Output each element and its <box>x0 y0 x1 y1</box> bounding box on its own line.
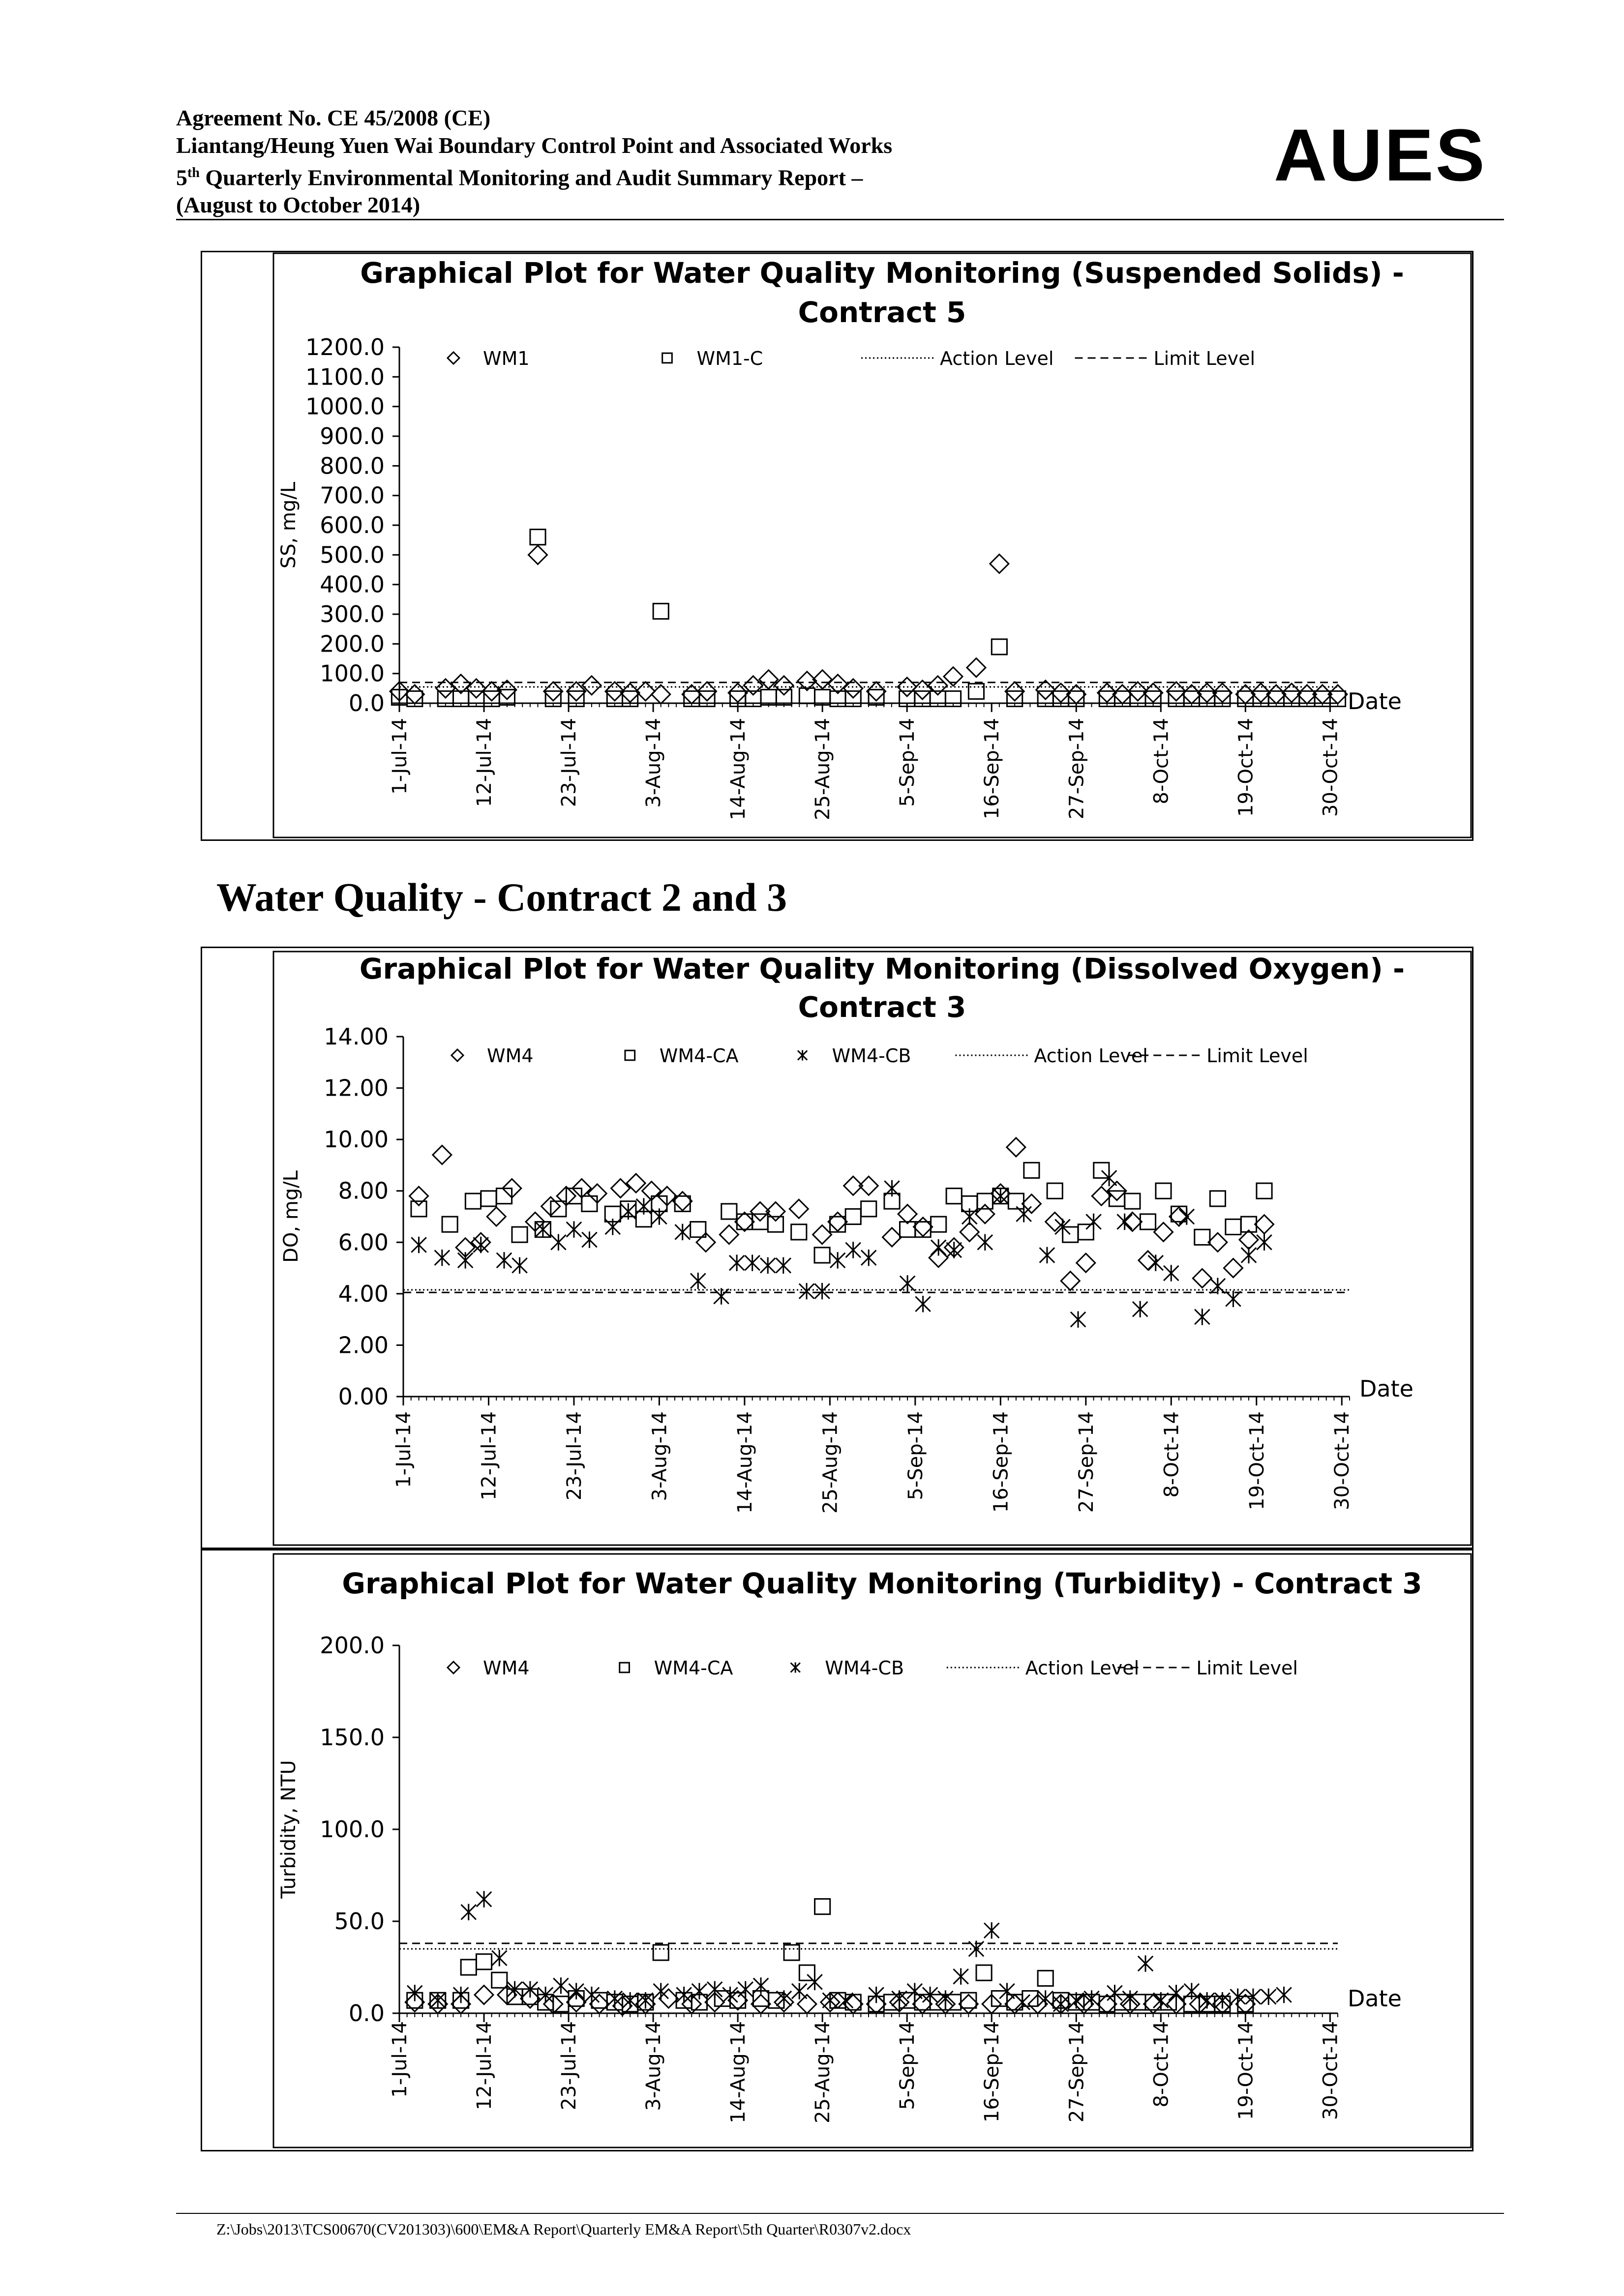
x-tick-label: 30-Oct-14 <box>1319 2021 1342 2120</box>
data-point-WM4-CB <box>1195 1309 1209 1325</box>
data-point-WM4 <box>720 1225 738 1244</box>
data-point-WM4-CB <box>1040 1247 1054 1263</box>
y-tick-label: 200.0 <box>320 630 385 657</box>
x-tick-label: 23-Jul-14 <box>558 2021 581 2111</box>
y-axis-label: SS, mg/L <box>277 481 300 569</box>
data-point-WM4-CB <box>1038 1990 1053 2006</box>
data-point-WM4-CA <box>492 1972 507 1988</box>
legend-label: Action Level <box>1025 1657 1140 1679</box>
data-point-WM4-CA <box>915 1222 931 1237</box>
chart-title-line2: Contract 3 <box>798 990 966 1024</box>
data-point-WM4-CB <box>907 1983 922 1999</box>
data-point-WM4-CA <box>582 1196 597 1211</box>
legend-marker <box>620 1663 630 1672</box>
data-point-WM4-CB <box>605 1219 620 1235</box>
chart-title-line2: Contract 5 <box>798 296 966 329</box>
x-tick-label: 3-Aug-14 <box>642 718 665 808</box>
quarter-number: 5 <box>176 165 187 190</box>
data-point-WM4-CA <box>1257 1183 1272 1198</box>
data-point-WM4-CB <box>453 1987 468 2003</box>
legend-label: Action Level <box>940 348 1054 369</box>
data-point-WM4-CB <box>845 1242 860 1258</box>
data-point-WM4 <box>735 1212 754 1231</box>
data-point-WM4-CB <box>830 1252 845 1268</box>
company-logo: AUES <box>1274 114 1487 196</box>
chart-legend <box>448 1657 1298 1679</box>
y-tick-label: 1200.0 <box>305 334 385 360</box>
data-point-WM4-CA <box>977 1193 992 1209</box>
x-tick-label: 19-Oct-14 <box>1234 718 1258 817</box>
data-point-WM4 <box>433 1146 451 1164</box>
data-point-WM4 <box>1022 1194 1041 1213</box>
data-point-WM1 <box>405 685 424 704</box>
y-tick-label: 150.0 <box>320 1724 385 1751</box>
data-point-WM4-CB <box>753 1977 768 1994</box>
chart-area-border <box>273 952 1471 1545</box>
y-tick-label: 8.00 <box>338 1177 389 1204</box>
data-point-WM4-CB <box>1084 1990 1099 2006</box>
data-point-WM4-CB <box>512 1257 527 1274</box>
data-point-WM4-CA <box>1099 1997 1114 2012</box>
data-point-WM4-CB <box>1210 1278 1225 1294</box>
data-point-WM4-CB <box>1169 1985 1183 2001</box>
data-point-WM4-CB <box>692 1983 707 1999</box>
data-point-WM4-CA <box>815 1899 830 1914</box>
data-point-WM4-CA <box>461 1960 476 1975</box>
data-point-WM4 <box>1239 1230 1258 1249</box>
data-point-WM4-CB <box>458 1252 473 1268</box>
data-point-WM4 <box>1154 1223 1173 1241</box>
x-tick-label: 1-Jul-14 <box>389 2021 411 2098</box>
data-point-WM1-C <box>992 639 1007 655</box>
data-point-WM4-CA <box>1125 1193 1140 1209</box>
data-point-WM1-C <box>653 603 668 619</box>
data-point-WM4 <box>1007 1138 1025 1157</box>
y-tick-label: 100.0 <box>320 1816 385 1843</box>
data-point-WM4-CB <box>435 1250 450 1266</box>
data-point-WM4 <box>1077 1253 1095 1272</box>
y-axis-label: DO, mg/L <box>280 1170 302 1263</box>
data-point-WM4-CB <box>411 1237 426 1253</box>
data-point-WM4-CA <box>465 1193 481 1209</box>
x-tick-label: 23-Jul-14 <box>563 1411 586 1501</box>
data-point-WM4-CB <box>1071 1311 1085 1327</box>
data-point-WM4 <box>813 1225 832 1244</box>
data-point-WM1 <box>1036 681 1055 699</box>
x-tick-label: 5-Sep-14 <box>896 718 919 807</box>
data-point-WM4-CA <box>931 1217 946 1232</box>
data-point-WM4-CB <box>691 1273 705 1289</box>
data-point-WM4-CB <box>807 1974 822 1990</box>
agreement-number: Agreement No. CE 45/2008 (CE) <box>176 105 491 130</box>
x-tick-label: 27-Sep-14 <box>1075 1411 1098 1513</box>
data-point-WM4 <box>883 1228 902 1247</box>
chart-title: Graphical Plot for Water Quality Monitoring (Turbidity) - Contract 3 <box>342 1567 1422 1600</box>
y-tick-label: 200.0 <box>320 1632 385 1659</box>
data-point-WM4 <box>789 1199 808 1218</box>
data-point-WM4-CB <box>814 1283 829 1299</box>
y-tick-label: 600.0 <box>320 512 385 538</box>
x-tick-label: 12-Jul-14 <box>478 1411 501 1501</box>
data-point-WM4-CA <box>722 1204 737 1219</box>
data-point-WM4 <box>1061 1272 1080 1290</box>
y-tick-label: 300.0 <box>320 601 385 627</box>
data-point-WM4 <box>976 1205 994 1223</box>
data-point-WM4 <box>898 1205 917 1223</box>
x-tick-label: 5-Sep-14 <box>904 1411 927 1500</box>
data-point-WM4-CA <box>784 1945 799 1960</box>
y-tick-label: 14.00 <box>324 1023 389 1050</box>
y-tick-label: 10.00 <box>324 1126 389 1153</box>
data-point-WM4 <box>1193 1269 1211 1287</box>
chart-1 <box>273 253 1471 837</box>
legend-label: Limit Level <box>1206 1045 1308 1067</box>
data-point-WM4 <box>1123 1212 1142 1231</box>
x-tick-label: 1-Jul-14 <box>389 718 411 795</box>
data-point-WM4-CB <box>1164 1265 1178 1281</box>
data-point-WM4-CB <box>1016 1206 1031 1222</box>
y-tick-label: 700.0 <box>320 482 385 509</box>
legend-marker <box>791 1662 800 1672</box>
data-point-WM4-CB <box>1257 1234 1271 1251</box>
x-tick-label: 16-Sep-14 <box>990 1411 1013 1513</box>
data-point-WM4-CB <box>738 1981 753 1998</box>
y-tick-label: 0.0 <box>348 690 385 716</box>
data-point-WM4-CB <box>492 1950 507 1966</box>
data-point-WM4-CB <box>707 1981 722 1998</box>
legend-label: WM4-CA <box>654 1657 733 1679</box>
data-point-WM4-CA <box>730 1993 746 2008</box>
data-point-WM1-C <box>530 530 545 545</box>
data-point-WM4-CB <box>652 1208 666 1224</box>
data-point-WM4-CB <box>792 1983 807 1999</box>
data-point-WM4 <box>1098 1995 1116 2013</box>
data-point-WM4-CB <box>1138 1955 1153 1971</box>
data-point-WM4-CA <box>768 1217 783 1232</box>
data-point-WM4-CB <box>1133 1301 1147 1317</box>
data-point-WM4-CB <box>884 1180 899 1196</box>
data-point-WM4-CA <box>861 1201 876 1217</box>
data-point-WM4-CB <box>722 1987 737 2003</box>
data-point-WM4-CB <box>900 1275 915 1291</box>
data-point-WM4 <box>475 1986 493 2004</box>
data-point-WM1 <box>967 658 986 677</box>
y-tick-label: 6.00 <box>338 1229 389 1256</box>
report-period: (August to October 2014) <box>176 192 421 218</box>
x-tick-label: 1-Jul-14 <box>392 1411 415 1488</box>
data-point-WM4-CB <box>714 1288 728 1304</box>
data-point-WM4-CB <box>474 1237 488 1253</box>
chart-area-border <box>273 253 1471 837</box>
y-tick-label: 2.00 <box>338 1332 389 1359</box>
data-point-WM4 <box>1224 1259 1242 1278</box>
data-point-WM1 <box>913 681 932 699</box>
series-WM1-C <box>391 530 1345 707</box>
data-point-WM4-CB <box>799 1283 814 1299</box>
x-tick-label: 3-Aug-14 <box>642 2021 665 2111</box>
data-point-WM4-CB <box>984 1922 999 1938</box>
legend-label: WM4 <box>487 1045 534 1067</box>
legend-label: WM4-CB <box>825 1657 904 1679</box>
legend-label: WM4-CA <box>659 1045 739 1067</box>
x-tick-label: 12-Jul-14 <box>473 718 496 807</box>
data-point-WM4-CA <box>1024 1163 1039 1178</box>
data-point-WM4-CB <box>636 1198 651 1214</box>
x-tick-label: 19-Oct-14 <box>1245 1411 1268 1510</box>
y-tick-label: 1100.0 <box>305 363 385 390</box>
chart-2 <box>273 952 1471 1545</box>
data-point-WM4-CB <box>729 1254 744 1271</box>
data-point-WM4 <box>1139 1251 1157 1270</box>
y-axis-label: Turbidity, NTU <box>277 1760 300 1899</box>
legend-marker <box>625 1050 635 1060</box>
data-point-WM4-CB <box>1184 1983 1199 1999</box>
y-tick-label: 1000.0 <box>305 393 385 420</box>
x-tick-label: 25-Aug-14 <box>812 718 835 820</box>
x-tick-label: 25-Aug-14 <box>819 1411 842 1514</box>
data-point-WM4-CB <box>582 1231 597 1248</box>
data-point-WM4-CB <box>1069 1992 1083 2008</box>
data-point-WM4-CA <box>814 1248 830 1263</box>
report-type-text: Quarterly Environmental Monitoring and Audit Summary Report – <box>199 165 863 190</box>
section-title: Water Quality - Contract 2 and 3 <box>216 875 787 920</box>
y-tick-label: 900.0 <box>320 423 385 449</box>
data-point-WM1 <box>652 685 670 704</box>
data-point-WM4-CB <box>1015 1994 1030 2010</box>
data-point-WM4-CB <box>861 1250 876 1266</box>
data-point-WM4-CA <box>553 1997 569 2012</box>
data-point-WM4-CB <box>477 1891 491 1907</box>
data-point-WM4-CA <box>481 1191 496 1206</box>
y-tick-label: 12.00 <box>324 1074 389 1102</box>
data-point-WM4-CB <box>993 1188 1008 1204</box>
data-point-WM4-CA <box>1038 1970 1053 1986</box>
x-tick-label: 3-Aug-14 <box>648 1411 671 1501</box>
data-point-WM4-CA <box>512 1227 527 1242</box>
data-point-WM4-CB <box>947 1242 962 1258</box>
data-point-WM4-CB <box>1200 1992 1214 2008</box>
data-point-WM1 <box>929 676 947 695</box>
y-tick-label: 800.0 <box>320 452 385 479</box>
data-point-WM1 <box>682 685 701 704</box>
y-tick-label: 4.00 <box>338 1280 389 1307</box>
data-point-WM4-CB <box>553 1977 568 1994</box>
data-point-WM4-CA <box>476 1954 491 1969</box>
data-point-WM4-CB <box>823 1992 838 2008</box>
x-tick-label: 14-Aug-14 <box>727 718 750 820</box>
data-point-WM4-CB <box>497 1252 511 1268</box>
data-point-WM4-CB <box>623 1992 637 2008</box>
data-point-WM4-CA <box>799 1965 814 1980</box>
chart-legend <box>451 1045 1308 1067</box>
data-point-WM4-CA <box>1047 1183 1062 1198</box>
data-point-WM4-CB <box>915 1296 930 1312</box>
data-point-WM4 <box>752 1995 770 2013</box>
data-point-WM4 <box>960 1223 979 1241</box>
data-point-WM4-CB <box>1123 1990 1138 2006</box>
data-point-WM4-CB <box>953 1968 968 1984</box>
data-point-WM4-CB <box>567 1221 581 1237</box>
series-WM1 <box>390 545 1347 704</box>
x-tick-label: 27-Sep-14 <box>1065 2021 1088 2123</box>
y-tick-label: 50.0 <box>334 1908 385 1935</box>
x-tick-label: 16-Sep-14 <box>981 718 1004 820</box>
x-tick-label: 23-Jul-14 <box>558 718 581 807</box>
data-point-WM4-CA <box>411 1201 426 1217</box>
legend-marker <box>448 352 459 364</box>
x-tick-label: 30-Oct-14 <box>1319 718 1342 817</box>
x-tick-label: 27-Sep-14 <box>1065 718 1088 820</box>
data-point-WM4 <box>487 1207 506 1226</box>
x-tick-label: 12-Jul-14 <box>473 2021 496 2111</box>
data-point-WM4-CB <box>838 1992 853 2008</box>
data-point-WM4 <box>590 1995 609 2013</box>
legend-marker <box>451 1049 463 1061</box>
data-point-WM1 <box>990 554 1009 573</box>
data-point-WM4-CA <box>653 1945 668 1960</box>
data-point-WM4-CB <box>551 1234 566 1251</box>
data-point-WM4-CB <box>1226 1291 1240 1307</box>
data-point-WM4 <box>914 1218 932 1236</box>
data-point-WM4-CB <box>676 1987 691 2003</box>
data-point-WM4-CB <box>584 1987 599 2003</box>
x-tick-label: 25-Aug-14 <box>812 2021 835 2123</box>
data-point-WM4-CB <box>1148 1254 1163 1271</box>
data-point-WM4-CB <box>1107 1985 1122 2001</box>
data-point-WM4-CA <box>1156 1183 1171 1198</box>
data-point-WM4-CB <box>1117 1214 1132 1230</box>
data-point-WM4-CA <box>1078 1224 1093 1240</box>
data-point-WM4-CB <box>978 1234 992 1251</box>
data-point-WM4-CA <box>976 1965 992 1980</box>
x-tick-label: 5-Sep-14 <box>896 2021 919 2110</box>
project-name: Liantang/Heung Yuen Wai Boundary Control Point and Associated Works <box>176 133 893 158</box>
legend-marker <box>798 1050 807 1060</box>
data-point-WM4-CA <box>1109 1191 1124 1206</box>
y-tick-label: 100.0 <box>320 660 385 687</box>
data-point-WM4-CB <box>1086 1214 1101 1230</box>
legend-label: Limit Level <box>1153 348 1256 369</box>
data-point-WM4-CA <box>791 1224 807 1240</box>
data-point-WM4 <box>410 1187 428 1205</box>
data-point-WM4-CB <box>675 1224 690 1240</box>
data-point-WM4-CB <box>1241 1247 1256 1263</box>
x-axis-label: Date <box>1359 1375 1413 1402</box>
data-point-WM4 <box>959 1995 978 2013</box>
data-point-WM4-CB <box>1153 1992 1168 2008</box>
chart-title: Graphical Plot for Water Quality Monitoring (Dissolved Oxygen) - <box>359 952 1405 985</box>
data-point-WM4 <box>798 1995 816 2013</box>
chart-title: Graphical Plot for Water Quality Monitoring (Suspended Solids) - <box>360 256 1404 290</box>
chart-3 <box>273 1554 1471 2147</box>
data-point-WM1-C <box>968 684 984 699</box>
x-tick-label: 8-Oct-14 <box>1160 1411 1183 1498</box>
legend-label: Limit Level <box>1196 1657 1298 1679</box>
data-point-WM4-CB <box>938 1990 953 2006</box>
legend-label: Action Level <box>1034 1045 1148 1067</box>
data-point-WM4-CB <box>869 1987 883 2003</box>
x-tick-label: 8-Oct-14 <box>1150 2021 1173 2108</box>
file-path-footer: Z:\Jobs\2013\TCS00670(CV201303)\600\EM&A Report\Quarterly EM&A Report\5th Quarter\R0307v2.docx <box>216 2220 911 2238</box>
x-axis-label: Date <box>1348 688 1402 715</box>
x-axis-label: Date <box>1348 1985 1402 2012</box>
legend-marker <box>662 353 672 363</box>
data-point-WM4-CA <box>1008 1193 1023 1209</box>
y-tick-label: 0.0 <box>348 2000 385 2027</box>
y-tick-label: 0.00 <box>338 1383 389 1410</box>
data-point-WM4-CB <box>1261 1989 1276 2005</box>
legend-label: WM1-C <box>696 348 763 369</box>
data-point-WM4-CB <box>760 1257 775 1274</box>
legend-label: WM4-CB <box>832 1045 911 1067</box>
data-point-WM4-CB <box>962 1208 977 1224</box>
data-point-WM4-CB <box>621 1203 635 1220</box>
x-tick-label: 8-Oct-14 <box>1150 718 1173 805</box>
data-point-WM4 <box>1255 1215 1274 1234</box>
data-point-WM4-CB <box>776 1257 791 1274</box>
x-tick-label: 19-Oct-14 <box>1234 2021 1258 2120</box>
x-tick-label: 30-Oct-14 <box>1331 1411 1354 1510</box>
data-point-WM4-CA <box>737 1214 752 1229</box>
data-point-WM4-CB <box>1179 1208 1194 1224</box>
chart-area-border <box>273 1554 1471 2147</box>
legend-marker <box>448 1662 459 1673</box>
data-point-WM1 <box>867 682 886 701</box>
data-point-WM4-CB <box>1276 1987 1291 2003</box>
data-point-WM4-CA <box>1226 1219 1241 1234</box>
quarter-suffix: th <box>187 165 200 180</box>
chart-legend <box>448 348 1255 369</box>
x-tick-label: 14-Aug-14 <box>727 2021 750 2123</box>
data-point-WM1 <box>529 545 547 564</box>
y-tick-label: 400.0 <box>320 571 385 598</box>
data-point-WM4-CB <box>745 1254 759 1271</box>
y-tick-label: 500.0 <box>320 541 385 568</box>
data-point-WM4 <box>1170 1207 1188 1226</box>
legend-label: WM1 <box>483 348 530 369</box>
data-point-WM4 <box>828 1212 847 1231</box>
data-point-WM4 <box>1208 1233 1227 1252</box>
series-WM4-CB <box>411 1170 1271 1328</box>
data-point-WM4-CA <box>1210 1191 1225 1206</box>
data-point-WM4-CA <box>830 1217 845 1232</box>
data-point-WM4-CB <box>1053 1996 1068 2012</box>
series-WM4-CA <box>411 1163 1272 1263</box>
data-point-WM4-CA <box>442 1217 457 1232</box>
data-point-WM4-CA <box>946 1189 962 1204</box>
legend-label: WM4 <box>483 1657 530 1679</box>
data-point-WM4-CB <box>461 1904 476 1920</box>
data-point-WM4-CA <box>675 1196 690 1211</box>
x-tick-label: 16-Sep-14 <box>981 2021 1004 2123</box>
x-tick-label: 14-Aug-14 <box>733 1411 756 1514</box>
footer-divider <box>176 2213 1504 2214</box>
